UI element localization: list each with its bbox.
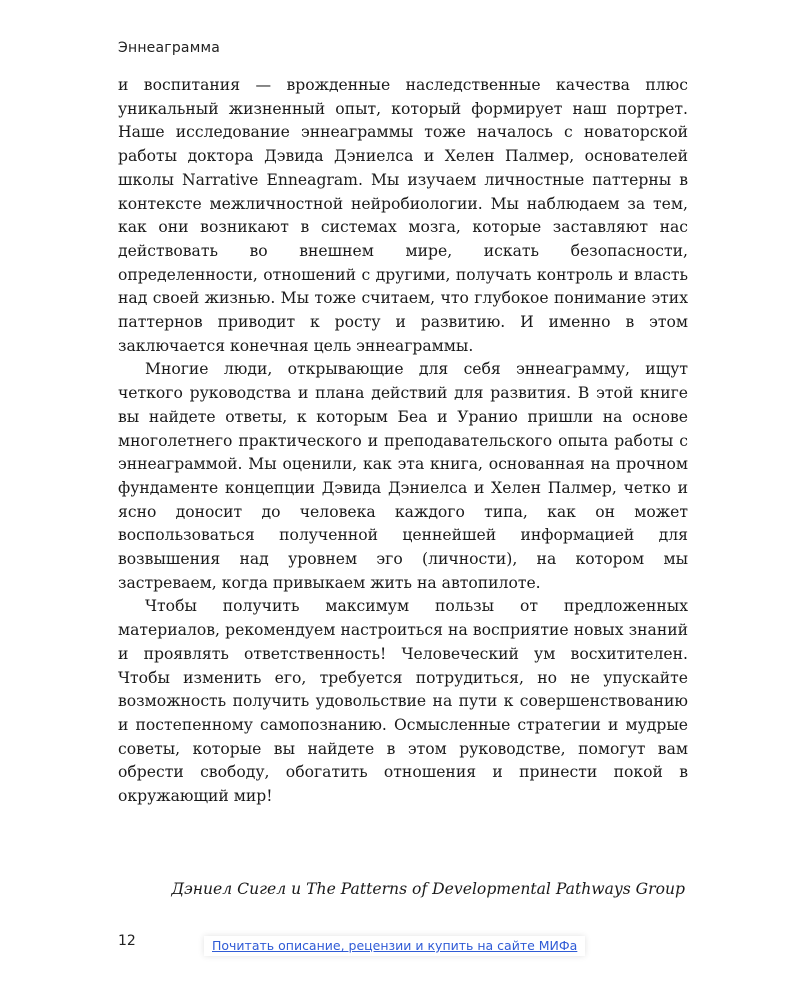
paragraph-3: Чтобы получить максимум пользы от предложенных материалов, рекомендуем настроиться на восприятие новых знаний и проявлять ответственность! Человеческий ум восхитителен. Чтобы изменить его, требуется потрудиться, но не упускайте возможность получить удовольствие на пути к совершенствованию и постепенному самопознанию. Осмысленные стратегии и мудрые советы, которые вы найдете в этом руководстве, помогут вам обрести свободу, обогатить отношения и принести покой в окружающий мир! <box>118 597 688 806</box>
author-signature: Дэниел Сигел и The Patterns of Developmental Pathways Group <box>171 880 685 898</box>
paragraph-2: Многие люди, открывающие для себя эннеаграмму, ищут четкого руководства и плана действий для развития. В этой книге вы найдете ответы, к которым Беа и Уранио пришли на основе многолетнего практического и преподавательского опыта работы с эннеаграммой. Мы оценили, как эта книга, основанная на прочном фундаменте концепции Дэвида Дэниелса и Хелен Палмер, четко и ясно доносит до человека каждого типа, как он может воспользоваться полученной ценнейшей информацией для возвышения над уровнем эго (личности), на котором мы застреваем, когда привыкаем жить на автопилоте. <box>118 360 688 592</box>
body-text <box>118 74 688 809</box>
paragraph-1: и воспитания — врожденные наследственные качества плюс уникальный жизненный опыт, который формирует наш портрет. Наше исследование эннеаграммы тоже началось с новаторской работы доктора Дэвида Дэниелса и Хелен Палмер, основателей школы Narrative Enneagram. Мы изучаем личностные паттерны в контексте межличностной нейробиологии. Мы наблюдаем за тем, как они возникают в системах мозга, которые заставляют нас действовать во внешнем мире, искать безопасности, определенности, отношений с другими, получать контроль и власть над своей жизнью. Мы тоже считаем, что глубокое понимание этих паттернов приводит к росту и развитию. И именно в этом заключается конечная цель эннеаграммы. <box>118 76 688 355</box>
store-link[interactable]: Почитать описание, рецензии и купить на сайте МИФа <box>204 936 585 956</box>
page-number: 12 <box>118 933 136 949</box>
running-header-title: Эннеаграмма <box>118 40 220 56</box>
